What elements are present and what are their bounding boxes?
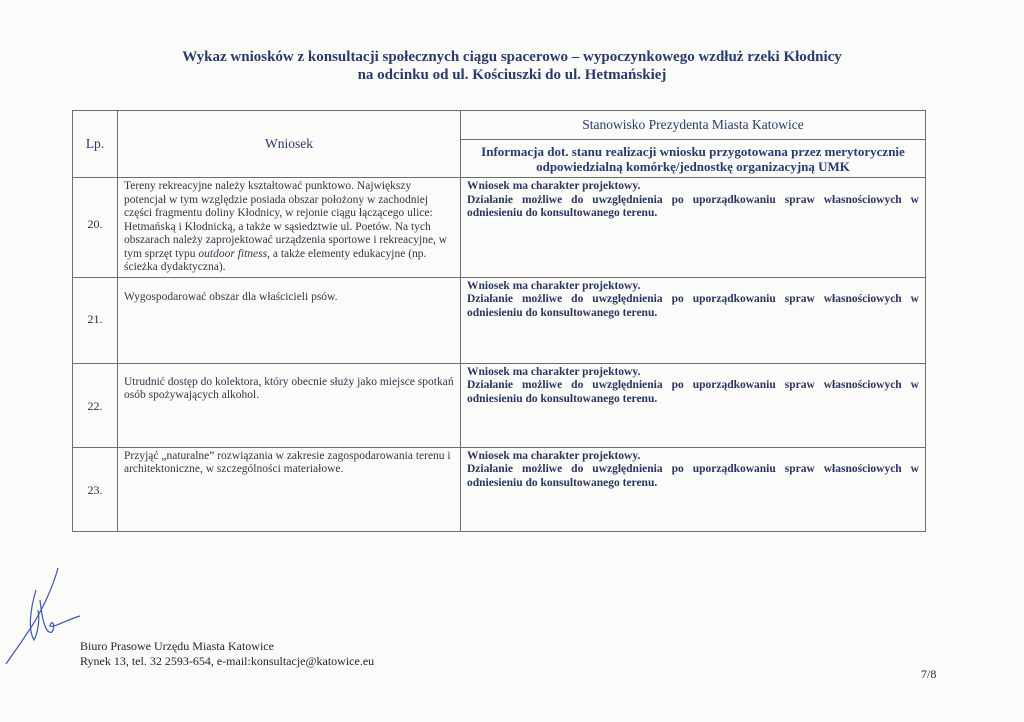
page-number: 7/8 (921, 667, 937, 681)
row-number: 21. (87, 311, 103, 326)
row-number: 20. (87, 217, 103, 231)
row-number-cell (73, 447, 118, 531)
row-number-cell (73, 363, 118, 447)
proposal-cell (118, 363, 461, 447)
title-line-2: na odcinku od ul. Kościuszki do ul. Hetmańskiej (357, 67, 667, 83)
row-number-cell (73, 277, 118, 363)
proposal-text: Utrudnić dostęp do kolektora, który obecnie służy jako miejsce spotkań osób spożywających alkohol. (124, 375, 454, 401)
status-line-1: Wniosek ma charakter projektowy. (467, 365, 641, 378)
proposals-table (72, 110, 926, 532)
table-row (73, 363, 926, 447)
table-row (73, 178, 926, 278)
header-lp: Lp. (73, 111, 118, 178)
italic-term: outdoor fitness (198, 247, 268, 260)
proposal-text: Wygospodarować obszar dla właścicieli psów. (124, 290, 338, 303)
status-info-cell (461, 277, 926, 363)
footer-contact (80, 639, 374, 669)
proposal-cell (118, 447, 461, 531)
status-info-cell (461, 363, 926, 447)
status-line-2: Działanie możliwe do uwzględnienia po uporządkowaniu spraw własnościowych w odniesieniu do konsultowanego terenu. (467, 193, 919, 219)
status-line-1: Wniosek ma charakter projektowy. (467, 449, 641, 462)
header-informacja: Informacja dot. stanu realizacji wniosku przygotowana przez merytorycznie odpowiedzialną komórkę/jednostkę organizacyjną UMK (461, 140, 926, 178)
status-line-1: Wniosek ma charakter projektowy. (467, 279, 641, 292)
status-line-1: Wniosek ma charakter projektowy. (467, 180, 641, 192)
title-line-1: Wykaz wniosków z konsultacji społecznych ciągu spacerowo – wypoczynkowego wzdłuż rzeki Kłodnicy (182, 49, 842, 65)
footer-address: Rynek 13, tel. 32 2593-654, e-mail:konsultacje@katowice.eu (80, 654, 375, 668)
row-number: 23. (87, 482, 103, 497)
header-wniosek: Wniosek (118, 111, 461, 178)
proposal-cell (118, 277, 461, 363)
status-info-cell (461, 178, 926, 278)
handwritten-signature (0, 560, 90, 670)
table-row (73, 277, 926, 363)
status-line-2: Działanie możliwe do uwzględnienia po uporządkowaniu spraw własnościowych w odniesieniu do konsultowanego terenu. (467, 463, 919, 489)
status-info-cell (461, 447, 926, 531)
footer-office: Biuro Prasowe Urzędu Miasta Katowice (80, 639, 274, 653)
document-title (0, 48, 1024, 84)
proposal-cell (118, 178, 461, 278)
proposal-text: Przyjąć „naturalne” rozwiązania w zakresie zagospodarowania terenu i architektoniczne, w szczególności materiałowe. (124, 449, 451, 475)
header-stanowisko: Stanowisko Prezydenta Miasta Katowice (461, 111, 926, 140)
row-number-cell (73, 178, 118, 278)
status-line-2: Działanie możliwe do uwzględnienia po uporządkowaniu spraw własnościowych w odniesieniu do konsultowanego terenu. (467, 293, 919, 319)
status-line-2: Działanie możliwe do uwzględnienia po uporządkowaniu spraw własnościowych w odniesieniu do konsultowanego terenu. (467, 379, 919, 405)
proposal-text-part: Tereny rekreacyjne należy kształtować punktowo. Największy potencjał w tym względzie posiada obszar położony w zachodniej części fragmentu doliny Kłodnicy, w rejonie ciągu łączącego ulice: Hetmańską i Kłodnicką, a także w sąsiedztwie ul. Poetów. Na tych obszarach należy zaprojektować urządzenia sportowe i rekreacyjne, w tym sprzęt typu outdoor fitness, a także elementy edukacyjne (np. ścieżka dydaktyczna). (124, 180, 448, 273)
table-row (73, 447, 926, 531)
row-number: 22. (87, 398, 103, 413)
